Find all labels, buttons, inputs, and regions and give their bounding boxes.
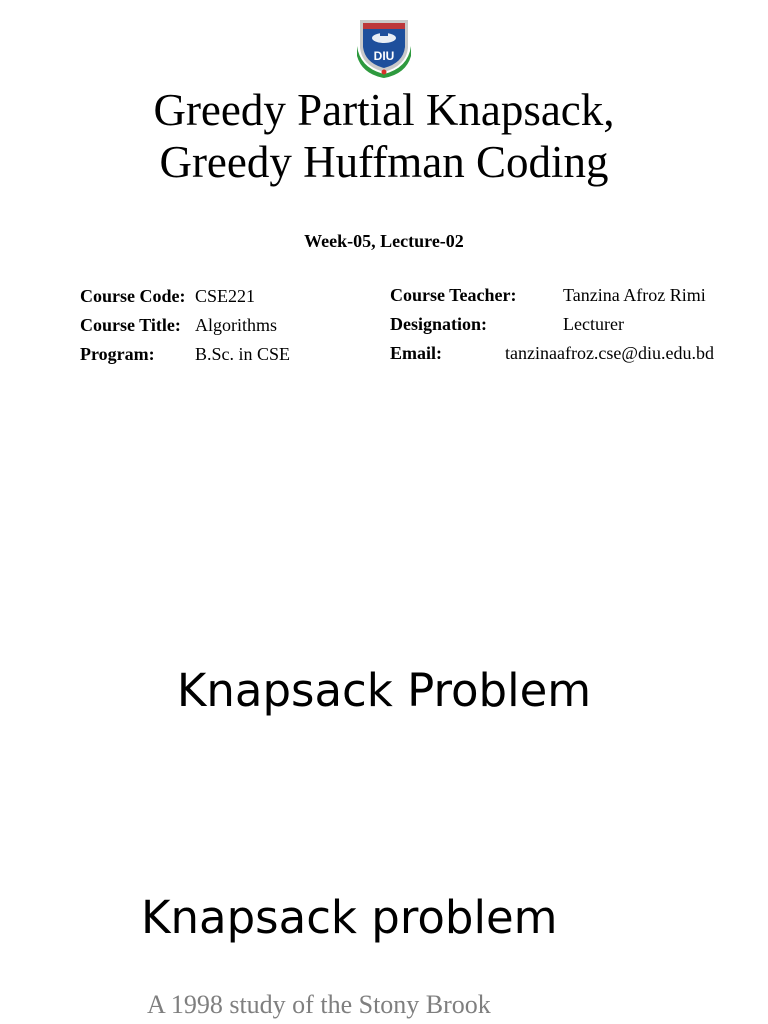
teacher-value: Tanzina Afroz Rimi (563, 285, 706, 305)
course-title-label: Course Title: (80, 315, 181, 335)
designation-value: Lecturer (563, 314, 624, 334)
lecture-subtitle: Week-05, Lecture-02 (304, 231, 464, 251)
content-body-text: A 1998 study of the Stony Brook (147, 990, 491, 1019)
diu-logo-icon (354, 16, 414, 78)
section-slide (0, 600, 768, 780)
designation-label: Designation: (390, 314, 488, 334)
section-title: Knapsack Problem (176, 664, 592, 717)
logo-text: DIU (373, 49, 395, 63)
course-code-value: CSE221 (195, 286, 256, 306)
email-value: tanzinaafroz.cse@diu.edu.bd (505, 343, 714, 363)
teacher-label: Course Teacher: (390, 285, 517, 305)
page-title (0, 84, 768, 188)
course-code-label: Course Code: (80, 286, 186, 306)
program-label: Program: (80, 344, 155, 364)
content-slide (0, 860, 768, 1024)
title-slide (0, 0, 768, 400)
content-title: Knapsack problem (141, 891, 558, 944)
title-line-2: Greedy Huffman Coding (159, 137, 609, 187)
email-label: Email: (390, 343, 442, 363)
course-title-value: Algorithms (195, 315, 278, 335)
program-value: B.Sc. in CSE (195, 344, 291, 364)
title-line-1: Greedy Partial Knapsack, (153, 85, 615, 135)
